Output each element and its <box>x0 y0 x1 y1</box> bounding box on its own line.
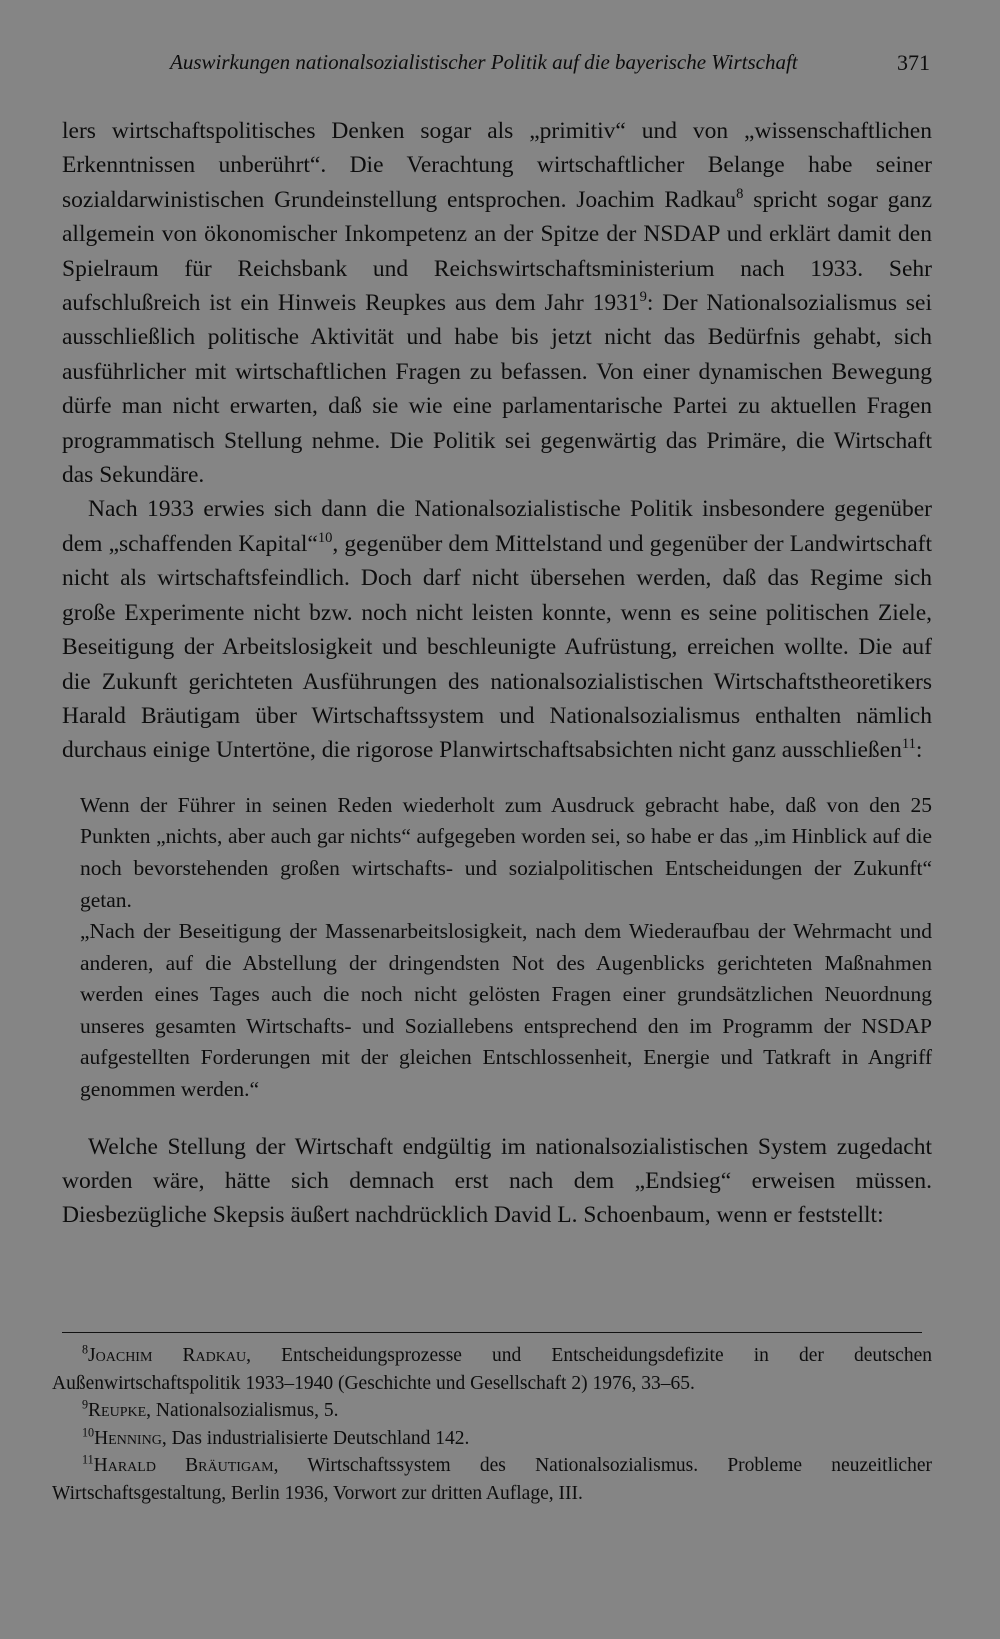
quote-paragraph-1: Wenn der Führer in seinen Reden wiederholt zum Ausdruck gebracht habe, daß von den 25 Punkten „nichts, aber auch gar nichts“ aufgegeben worden sei, so habe er das „im Hinblick auf die noch bevorstehenden großen wirtschafts- und sozialpolitischen Entscheidungen der Zukunft“ getan. <box>80 792 932 912</box>
footnote-text: , Nationalsozialismus, 5. <box>146 1400 339 1421</box>
footnote-number: 10 <box>82 1425 95 1439</box>
paragraph-text: : Der Nationalsozialismus sei ausschließlich politische Aktivität und habe bis jetzt nicht das Bedürfnis gehabt, sich ausführlicher mit wirtschaftlichen Fragen zu befassen. Von einer dynamischen Bewegung dürfe man nicht erwarten, daß sie wie eine parlamentarische Partei zu aktuellen Fragen programmatisch Stellung nehme. Die Politik sei gegenwärtig das Primäre, die Wirtschaft das Sekundäre. <box>62 290 932 489</box>
footnote-number: 8 <box>82 1342 89 1357</box>
main-text <box>62 114 932 1233</box>
quote-paragraph-2: „Nach der Beseitigung der Massenarbeitslosigkeit, nach dem Wiederaufbau der Wehrmacht und anderen, auf die Abstellung der dringendsten Not des Augenblicks gerichteten Maßnahmen werden eines Tages auch die noch nicht gelösten Fragen einer grundsätzlichen Neuordnung unseres gesamten Wirtschafts- und Soziallebens entsprechend den im Programm der NSDAP aufgestellten Forderungen mit der gleichen Entschlossenheit, Energie und Tatkraft in Angriff genommen werden.“ <box>80 919 932 1102</box>
paragraph-1 <box>62 114 932 492</box>
footnote-author: Reupke <box>88 1400 147 1421</box>
footnote-author: Harald Bräutigam <box>93 1455 274 1476</box>
paragraph-3: Welche Stellung der Wirtschaft endgültig im nationalsozialistischen System zugedacht worden wäre, hätte sich demnach erst nach dem „Endsieg“ erweisen müssen. Diesbezügliche Skepsis äußert nachdrücklich David L. Schoenbaum, wenn er feststellt: <box>62 1133 932 1229</box>
footnote-text: , Wirtschaftssystem des Nationalsozialismus. Probleme neuzeitlicher Wirtschaftsgestaltung, Berlin 1936, Vorwort zur dritten Auflage, III. <box>52 1455 932 1504</box>
footnote-8 <box>52 1342 932 1397</box>
footnotes <box>52 1342 932 1507</box>
footnote-author: Henning <box>94 1427 162 1449</box>
footnote-11 <box>52 1452 932 1507</box>
paragraph-2 <box>62 492 932 767</box>
footnote-ref-8[interactable]: 8 <box>736 185 744 202</box>
block-quote <box>62 790 932 1106</box>
paragraph-text: spricht sogar ganz allgemein von ökonomischer Inkompetenz an der Spitze der NSDAP und erklärt damit den Spielraum für Reichsbank und Reichswirtschaftsministerium nach 1933. Sehr aufschlußreich ist ein Hinweis Reupkes aus dem Jahr 1931 <box>62 186 932 317</box>
footnote-author: Joachim Radkau <box>88 1345 247 1366</box>
page-number: 371 <box>897 50 930 75</box>
running-header <box>62 50 930 90</box>
footnote-ref-9[interactable]: 9 <box>639 289 647 306</box>
footnote-ref-11[interactable]: 11 <box>901 736 916 753</box>
footnote-divider <box>62 1332 922 1333</box>
running-title: Auswirkungen nationalsozialistischer Politik auf die bayerische Wirtschaft <box>170 50 798 74</box>
footnote-9 <box>52 1397 932 1425</box>
footnote-ref-10[interactable]: 10 <box>317 530 333 547</box>
footnote-text: , Entscheidungsprozesse und Entscheidungsdefizite in der deutschen Außenwirtschaftspolitik 1933–1940 (Geschichte und Gesellschaft 2) 1976, 33–65. <box>52 1345 932 1394</box>
paragraph-text: Nach 1933 erwies sich dann die Nationalsozialistische Politik insbesondere gegenüber dem „schaffenden Kapital“ <box>62 496 932 557</box>
footnote-text: , Das industrialisierte Deutschland 142. <box>161 1427 470 1449</box>
paragraph-text: , gegenüber dem Mittelstand und gegenüber der Landwirtschaft nicht als wirtschaftsfeindlich. Doch darf nicht übersehen werden, daß das Regime sich große Experimente nicht bzw. noch nicht leisten konnte, wenn es seine politischen Ziele, Beseitigung der Arbeitslosigkeit und beschleunigte Aufrüstung, erreichen wollte. Die auf die Zukunft gerichteten Ausführungen des nationalsozialistischen Wirtschaftstheoretikers Harald Bräutigam über Wirtschaftssystem und Nationalsozialismus enthalten nämlich durchaus einige Untertöne, die rigorose Planwirtschaftsabsichten nicht ganz ausschließen <box>62 530 932 764</box>
paragraph-text: : <box>915 737 923 764</box>
footnote-10 <box>52 1425 932 1453</box>
footnote-number: 9 <box>82 1397 89 1412</box>
paragraph-text: lers wirtschaftspolitisches Denken sogar als „primitiv“ und von „wissenschaftlichen Erkenntnissen unberührt“. Die Verachtung wirtschaftlicher Belange habe seiner sozialdarwinistischen Grundeinstellung entsprochen. Joachim Radkau <box>62 118 932 213</box>
footnote-number: 11 <box>82 1452 94 1467</box>
